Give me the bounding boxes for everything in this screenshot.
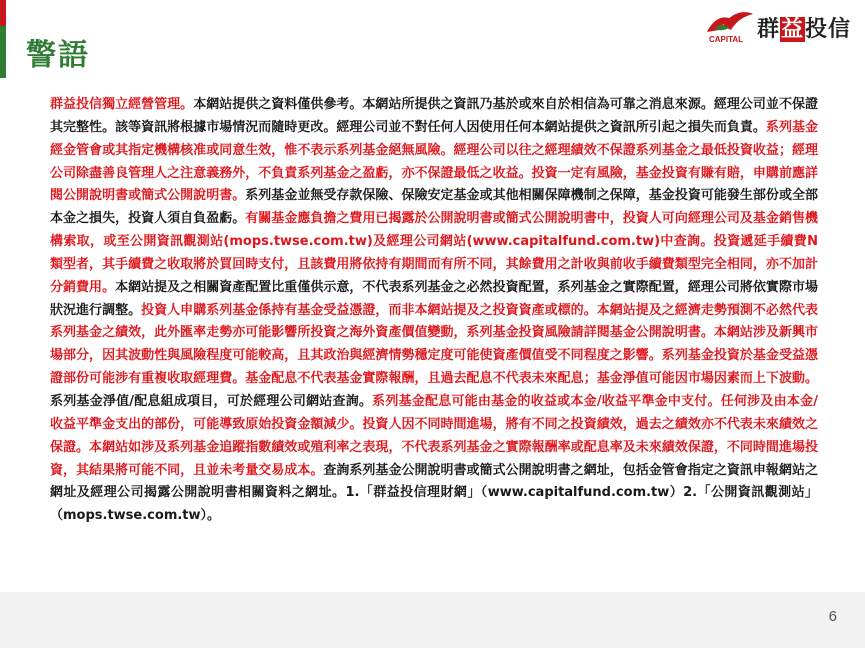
accent-bar-green — [0, 26, 6, 78]
disclaimer-segment: 本網站提供之資料僅供參考。本網站所提供之資訊乃基於或來自於相信為可靠之消息來源。經理公司並不保證其完整性。該等資訊將根據市場情況而隨時更改。經理公司並不對任何人因使用任何本網站提供之資訊所引起之損失而負責。 — [50, 97, 818, 135]
logo-brand-suffix: 投信 — [804, 16, 851, 42]
disclaimer-segment: 系列基金經金管會或其指定機構核准或同意生效，惟不表示系列基金絕無風險。經理公司以往之經理績效不保證系列基金之最低投資收益；經理公司除盡善良管理人之注意義務外，不負責系列基金之盈虧，亦不保證最低之收益。投資一定有風險，基金投資有賺有賠，申購前應詳閱公開說明書或簡式公開說明書。 — [50, 119, 818, 204]
page-title: 警語 — [26, 38, 90, 73]
disclaimer-segment: 系列基金並無受存款保險、保險安定基金或其他相關保障機制之保障，基金投資可能發生部份或全部本金之損失，投資人須自負盈虧。 — [50, 188, 818, 227]
accent-bar-red — [0, 0, 6, 26]
capital-bird-logo-icon — [705, 10, 755, 44]
disclaimer-segment: 系列基金配息可能由基金的收益或本金/收益平準金中支付。任何涉及由本金/收益平準金支出的部份，可能導致原始投資金額減少。投資人因不同時間進場，將有不同之投資績效，過去之績效亦不代表未來績效之保證。本網站如涉及系列基金追蹤指數績效或殖利率之表現，不代表系列基金之實際報酬率或配息率及未來績效保證，不同時間進場投資，其結果將可能不同，且並未考量交易成本。 — [50, 393, 819, 478]
page-number: 6 — [828, 608, 837, 625]
capital-logo — [705, 10, 851, 44]
disclaimer-paragraph — [50, 94, 818, 528]
logo-brand-prefix: 群 — [756, 16, 780, 42]
logo-capital-text: CAPITAL — [708, 35, 744, 44]
disclaimer-segment: 有關基金應負擔之費用已揭露於公開說明書或簡式公開說明書中，投資人可向經理公司及基金銷售機構索取，或至公開資訊觀測站(mops.twse.com.tw)及經理公司網站(www.capitalfund.com.tw)中查詢。投資遞延手續費N類型者，其手續費之收取將於買回時支付，且該費用將依持有期間而有所不同，其餘費用之計收與前收手續費類型完全相同，亦不加計分銷費用。 — [50, 211, 818, 295]
logo-brand-highlight: 益 — [780, 16, 804, 42]
disclaimer-segment: 系列基金淨值/配息組成項目，可於經理公司網站查詢。 — [50, 393, 373, 409]
logo-brand-text — [757, 12, 851, 43]
disclaimer-segment: 本網站提及之相關資產配置比重僅供示意，不代表系列基金之必然投資配置，系列基金之實際配置，經理公司將依實際市場狀況進行調整。 — [50, 279, 818, 318]
footer-band — [0, 592, 865, 648]
disclaimer-segment: 投資人申購系列基金係持有基金受益憑證，而非本網站提及之投資資產或標的。本網站提及之經濟走勢預測不必然代表系列基金之績效，此外匯率走勢亦可能影響所投資之海外資產價值變動，系列基金投資風險請詳閱基金公開說明書。本網站涉及新興市場部分，因其波動性與風險程度可能較高，且其政治與經濟情勢穩定度可能使資產價值受不同程度之影響。系列基金投資於基金受益憑證部份可能涉有重複收取經理費。基金配息不代表基金實際報酬，且過去配息不代表未來配息；基金淨值可能因市場因素而上下波動。 — [50, 302, 818, 387]
disclaimer-segment: 查詢系列基金公開說明書或簡式公開說明書之網址，包括金管會指定之資訊申報網站之網址及經理公司揭露公開說明書相關資料之網址。1.「群益投信理財網」（www.capitalfund.com.tw）2.「公開資訊觀測站」（mops.twse.com.tw）。 — [50, 462, 818, 524]
disclaimer-segment: 群益投信獨立經營管理。 — [50, 97, 194, 112]
